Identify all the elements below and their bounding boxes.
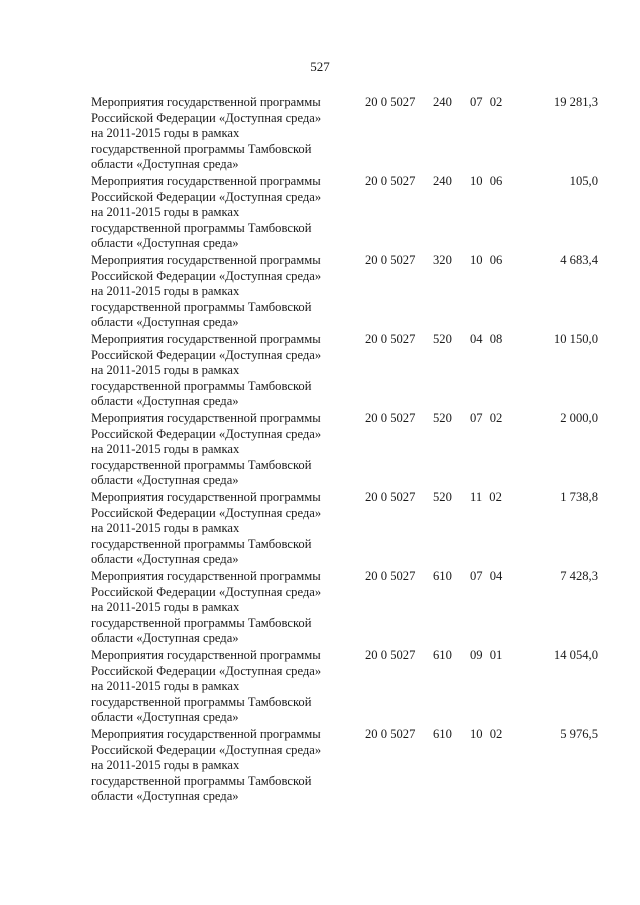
description-line: на 2011-2015 годы в рамках <box>91 758 240 773</box>
section-subsection-code: 07 02 <box>470 95 503 109</box>
description-line: области «Доступная среда» <box>91 631 239 646</box>
table-row <box>0 648 640 727</box>
description-line: государственной программы Тамбовской <box>91 773 312 788</box>
description-line: Мероприятия государственной программы <box>91 332 321 346</box>
description-line: Мероприятия государственной программы <box>91 727 321 741</box>
expense-type-code: 610 <box>433 648 452 662</box>
target-article-code: 20 0 5027 <box>365 332 416 346</box>
description-line: на 2011-2015 годы в рамках <box>91 205 240 220</box>
expense-type-code: 520 <box>433 411 452 425</box>
table-row <box>0 174 640 253</box>
section-subsection-code: 10 06 <box>470 253 503 267</box>
description-line: Российской Федерации «Доступная среда» <box>91 742 322 757</box>
expense-type-code: 240 <box>433 174 452 188</box>
description-line: государственной программы Тамбовской <box>91 378 312 393</box>
expense-type-code: 520 <box>433 490 452 504</box>
description-line: на 2011-2015 годы в рамках <box>91 600 240 615</box>
description-line: области «Доступная среда» <box>91 473 239 488</box>
section-subsection-code: 09 01 <box>470 648 503 662</box>
amount: 19 281,3 <box>553 95 598 109</box>
description-line: Мероприятия государственной программы <box>91 490 321 504</box>
amount: 105,0 <box>569 174 598 188</box>
table-row <box>0 727 640 806</box>
description-line: Российской Федерации «Доступная среда» <box>91 110 322 125</box>
description-line: на 2011-2015 годы в рамках <box>91 363 240 378</box>
description-line: на 2011-2015 годы в рамках <box>91 521 240 536</box>
amount: 14 054,0 <box>553 648 598 662</box>
target-article-code: 20 0 5027 <box>365 648 416 662</box>
row-description <box>91 95 353 173</box>
description-line: Российской Федерации «Доступная среда» <box>91 426 322 441</box>
section-subsection-code: 07 04 <box>470 569 503 583</box>
expense-type-code: 240 <box>433 95 452 109</box>
target-article-code: 20 0 5027 <box>365 411 416 425</box>
description-line: области «Доступная среда» <box>91 789 239 804</box>
section-subsection-code: 10 02 <box>470 727 503 741</box>
target-article-code: 20 0 5027 <box>365 569 416 583</box>
description-line: государственной программы Тамбовской <box>91 220 312 235</box>
description-line: области «Доступная среда» <box>91 552 239 567</box>
row-description <box>91 174 353 252</box>
description-line: Российской Федерации «Доступная среда» <box>91 347 322 362</box>
budget-table <box>0 95 640 806</box>
row-description <box>91 490 353 568</box>
table-row <box>0 332 640 411</box>
amount: 4 683,4 <box>560 253 598 267</box>
row-description <box>91 648 353 726</box>
row-description <box>91 332 353 410</box>
description-line: государственной программы Тамбовской <box>91 694 312 709</box>
description-line: государственной программы Тамбовской <box>91 536 312 551</box>
table-row <box>0 253 640 332</box>
expense-type-code: 610 <box>433 727 452 741</box>
description-line: Мероприятия государственной программы <box>91 411 321 425</box>
section-subsection-code: 11 02 <box>470 490 502 504</box>
description-line: государственной программы Тамбовской <box>91 457 312 472</box>
description-line: Мероприятия государственной программы <box>91 648 321 662</box>
section-subsection-code: 04 08 <box>470 332 503 346</box>
description-line: Российской Федерации «Доступная среда» <box>91 505 322 520</box>
description-line: Мероприятия государственной программы <box>91 174 321 188</box>
description-line: государственной программы Тамбовской <box>91 141 312 156</box>
amount: 2 000,0 <box>560 411 598 425</box>
description-line: на 2011-2015 годы в рамках <box>91 679 240 694</box>
description-line: области «Доступная среда» <box>91 315 239 330</box>
amount: 10 150,0 <box>553 332 598 346</box>
section-subsection-code: 07 02 <box>470 411 503 425</box>
description-line: на 2011-2015 годы в рамках <box>91 126 240 141</box>
description-line: области «Доступная среда» <box>91 710 239 725</box>
row-description <box>91 569 353 647</box>
description-line: Российской Федерации «Доступная среда» <box>91 189 322 204</box>
table-row <box>0 411 640 490</box>
target-article-code: 20 0 5027 <box>365 727 416 741</box>
expense-type-code: 520 <box>433 332 452 346</box>
description-line: области «Доступная среда» <box>91 157 239 172</box>
description-line: на 2011-2015 годы в рамках <box>91 284 240 299</box>
description-line: государственной программы Тамбовской <box>91 299 312 314</box>
table-row <box>0 95 640 174</box>
row-description <box>91 253 353 331</box>
amount: 1 738,8 <box>560 490 598 504</box>
description-line: на 2011-2015 годы в рамках <box>91 442 240 457</box>
page-number: 527 <box>310 59 330 74</box>
description-line: государственной программы Тамбовской <box>91 615 312 630</box>
expense-type-code: 610 <box>433 569 452 583</box>
description-line: Мероприятия государственной программы <box>91 253 321 267</box>
table-row <box>0 569 640 648</box>
description-line: области «Доступная среда» <box>91 394 239 409</box>
table-row <box>0 490 640 569</box>
target-article-code: 20 0 5027 <box>365 174 416 188</box>
description-line: Мероприятия государственной программы <box>91 569 321 583</box>
amount: 7 428,3 <box>560 569 598 583</box>
description-line: Российской Федерации «Доступная среда» <box>91 663 322 678</box>
description-line: области «Доступная среда» <box>91 236 239 251</box>
expense-type-code: 320 <box>433 253 452 267</box>
row-description <box>91 411 353 489</box>
target-article-code: 20 0 5027 <box>365 490 416 504</box>
section-subsection-code: 10 06 <box>470 174 503 188</box>
description-line: Мероприятия государственной программы <box>91 95 321 109</box>
target-article-code: 20 0 5027 <box>365 95 416 109</box>
description-line: Российской Федерации «Доступная среда» <box>91 268 322 283</box>
target-article-code: 20 0 5027 <box>365 253 416 267</box>
description-line: Российской Федерации «Доступная среда» <box>91 584 322 599</box>
amount: 5 976,5 <box>560 727 598 741</box>
row-description <box>91 727 353 805</box>
